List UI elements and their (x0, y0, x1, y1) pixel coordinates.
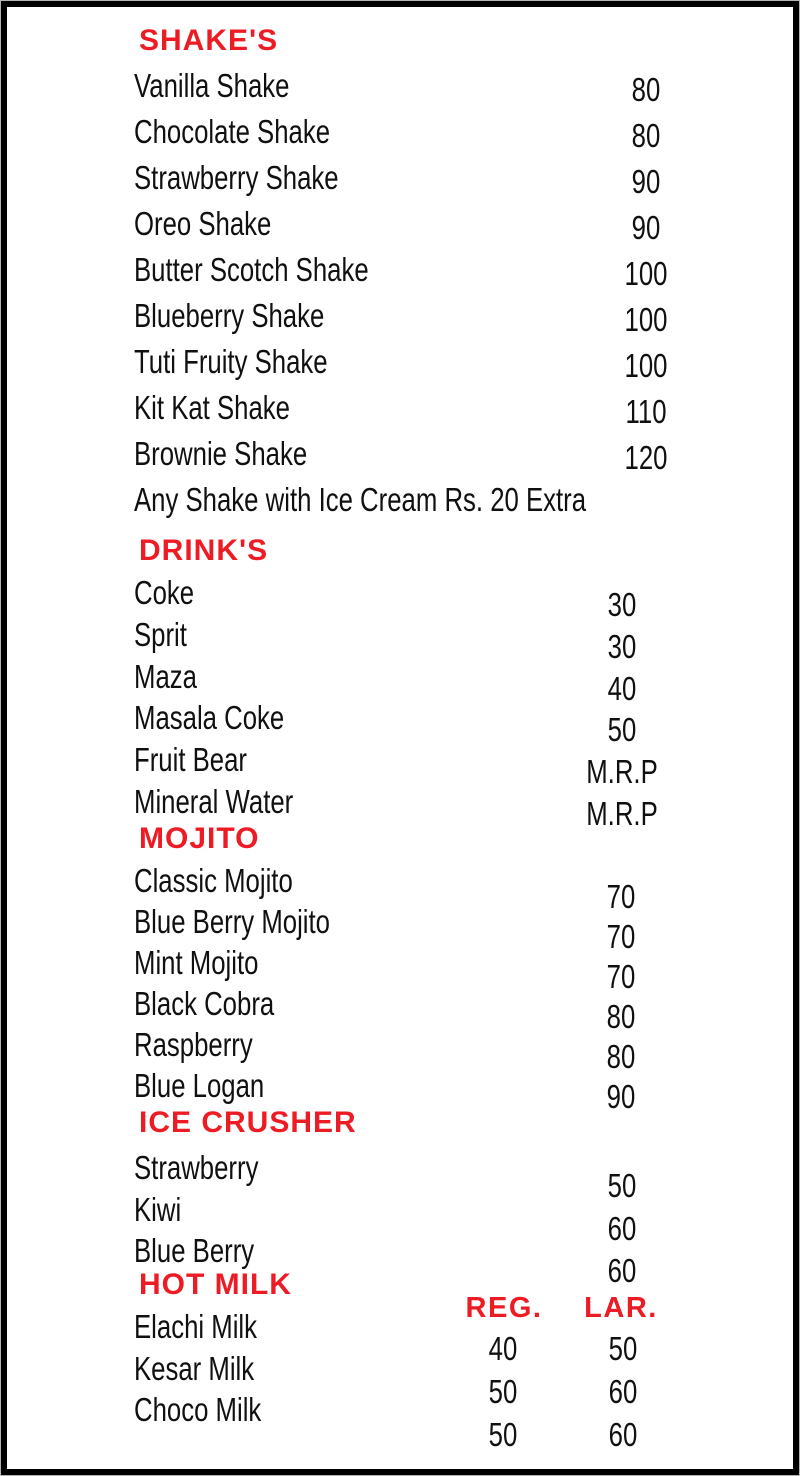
shakes-name-column (134, 63, 594, 523)
mojito-name-column (134, 860, 594, 1106)
menu-item-name: Strawberry (134, 1149, 259, 1186)
menu-item-name: Oreo Shake (134, 205, 272, 242)
menu-item-price: 30 (607, 627, 637, 665)
menu-item-price: 50 (607, 1167, 637, 1204)
menu-item-price-reg: 50 (488, 1373, 518, 1410)
menu-item-price: 70 (606, 918, 636, 955)
menu-item-name: Mineral Water (134, 782, 294, 820)
menu-item-price: 80 (631, 117, 661, 154)
menu-item-price-lar: 50 (608, 1330, 638, 1367)
menu-item-price: 50 (607, 711, 637, 749)
hot-milk-reg-price-column (443, 1327, 563, 1456)
menu-item-price: 100 (624, 255, 668, 292)
menu-item-price: 60 (607, 1252, 637, 1289)
section-title-mojito: MOJITO (139, 822, 260, 855)
menu-item-price: 80 (606, 998, 636, 1035)
shake-note: Any Shake with Ice Cream Rs. 20 Extra (134, 481, 587, 518)
menu-item-name: Brownie Shake (134, 435, 308, 472)
menu-item-name: Kit Kat Shake (134, 389, 290, 426)
section-title-shakes: SHAKE'S (139, 24, 279, 57)
menu-item-price: 70 (606, 878, 636, 915)
menu-item-name: Elachi Milk (134, 1308, 258, 1345)
menu-item-name: Strawberry Shake (134, 159, 339, 196)
menu-item-price: 80 (606, 1038, 636, 1075)
menu-item-name: Blue Berry (134, 1232, 255, 1269)
menu-item-price: 100 (624, 347, 668, 384)
menu-item-name: Blueberry Shake (134, 297, 325, 334)
section-title-drinks: DRINK'S (139, 534, 269, 567)
menu-item-price: 30 (607, 586, 637, 623)
section-title-hot-milk: HOT MILK (139, 1268, 292, 1301)
menu-item-price-reg: 50 (488, 1416, 518, 1453)
menu-item-name: Butter Scotch Shake (134, 251, 369, 288)
menu-item-name: Coke (134, 574, 195, 611)
menu-item-price: 100 (624, 301, 668, 338)
menu-item-price-lar: 60 (608, 1373, 638, 1410)
menu-item-price: 60 (607, 1209, 637, 1247)
drinks-name-column (134, 572, 594, 823)
menu-item-name: Masala Coke (134, 699, 285, 737)
menu-item-name: Blue Berry Mojito (134, 903, 330, 940)
menu-item-name: Blue Logan (134, 1067, 265, 1104)
menu-item-name: Raspberry (134, 1026, 253, 1063)
menu-item-price: 70 (606, 958, 636, 995)
menu-item-price: 120 (624, 439, 668, 476)
menu-item-price: 110 (625, 393, 667, 430)
menu-item-name: Mint Mojito (134, 944, 259, 981)
menu-item-price: 90 (631, 163, 661, 200)
menu-item-price: 40 (607, 669, 637, 707)
column-header-reg: REG. (465, 1292, 543, 1324)
menu-item-name: Classic Mojito (134, 862, 293, 899)
menu-item-price: M.R.P (586, 794, 658, 832)
menu-item-price: 90 (631, 209, 661, 246)
menu-item-price-reg: 40 (488, 1330, 518, 1367)
menu-item-name: Choco Milk (134, 1391, 262, 1428)
ice-crusher-name-column (134, 1147, 594, 1272)
column-header-lar: LAR. (584, 1292, 658, 1324)
menu-item-name: Vanilla Shake (134, 67, 290, 104)
section-title-ice-crusher: ICE CRUSHER (139, 1106, 357, 1139)
drinks-price-column (562, 584, 682, 835)
menu-item-price: 80 (631, 71, 661, 108)
menu-item-name: Tuti Fruity Shake (134, 343, 328, 380)
hot-milk-lar-price-column (563, 1327, 683, 1456)
menu-item-price-lar: 60 (608, 1416, 638, 1453)
menu-item-price: M.R.P (586, 753, 658, 791)
menu-item-name: Fruit Bear (134, 741, 248, 779)
menu-item-name: Maza (134, 657, 197, 695)
ice-crusher-price-column (562, 1165, 682, 1293)
mojito-price-column (561, 877, 681, 1117)
menu-item-name: Kesar Milk (134, 1349, 255, 1387)
menu-item-name: Kiwi (134, 1190, 182, 1228)
menu-item-name: Sprit (134, 615, 187, 653)
menu-item-price: 90 (606, 1078, 636, 1115)
menu-item-name: Chocolate Shake (134, 113, 331, 150)
shakes-price-column (586, 67, 706, 481)
menu-item-name: Black Cobra (134, 985, 275, 1022)
